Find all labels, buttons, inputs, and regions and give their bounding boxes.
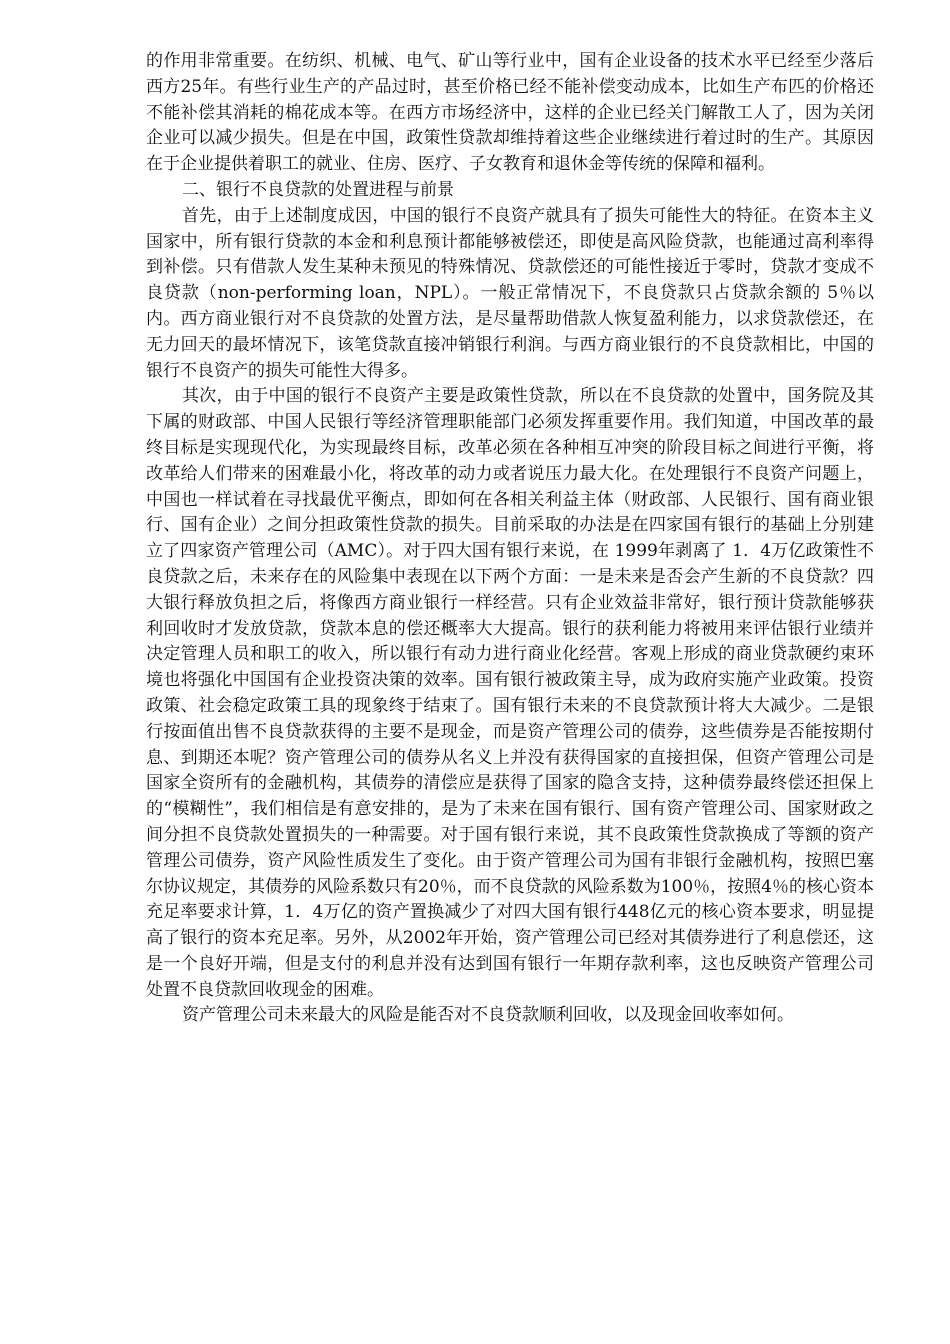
paragraph-first: 首先，由于上述制度成因，中国的银行不良资产就具有了损失可能性大的特征。在资本主义国家中，所有银行贷款的本金和利息预计都能够被偿还，即使是高风险贷款，也能通过高利率得到补偿。只有借款人发生某种未预见的特殊情况、贷款偿还的可能性接近于零时，贷款才变成不良贷款（non-performing loan，NPL）。一般正常情况下，不良贷款只占贷款余额的 5％以内。西方商业银行对不良贷款的处置方法，是尽量帮助借款人恢复盈利能力，以求贷款偿还，在无力回天的最坏情况下，该笔贷款直接冲销银行利润。与西方商业银行的不良贷款相比，中国的银行不良资产的损失可能性大得多。 [146, 205, 874, 381]
paragraph-intro-continuation: 的作用非常重要。在纺织、机械、电气、矿山等行业中，国有企业设备的技术水平已经至少落后西方25年。有些行业生产的产品过时，甚至价格已经不能补偿变动成本，比如生产布匹的价格还不能补偿其消耗的棉花成本等。在西方市场经济中，这样的企业已经关门解散工人了，因为关闭企业可以减少损失。但是在中国，政策性贷款却维持着这些企业继续进行着过时的生产。其原因在于企业提供着职工的就业、住房、医疗、子女教育和退休金等传统的保障和福利。 [146, 51, 874, 175]
paragraph-amc-risk: 资产管理公司未来最大的风险是能否对不良贷款顺利回收，以及现金回收率如何。 [182, 1005, 794, 1026]
section-heading: 二、银行不良贷款的处置进程与前景 [182, 179, 454, 200]
paragraph-second: 其次，由于中国的银行不良资产主要是政策性贷款，所以在不良贷款的处置中，国务院及其下属的财政部、中国人民银行等经济管理职能部门必须发挥重要作用。我们知道，中国改革的最终目标是实现现代化，为实现最终目标，改革必须在各种相互冲突的阶段目标之间进行平衡，将改革给人们带来的困难最小化，将改革的动力或者说压力最大化。在处理银行不良资产问题上，中国也一样试着在寻找最优平衡点，即如何在各相关利益主体（财政部、人民银行、国有商业银行、国有企业）之间分担政策性贷款的损失。目前采取的办法是在四家国有银行的基础上分别建立了四家资产管理公司（AMC）。对于四大国有银行来说，在 1999年剥离了 1．4万亿政策性不良贷款之后，未来存在的风险集中表现在以下两个方面：一是未来是否会产生新的不良贷款？四大银行释放负担之后，将像西方商业银行一样经营。只有企业效益非常好，银行预计贷款能够获利回收时才发放贷款，贷款本息的偿还概率大大提高。银行的获利能力将被用来评估银行业绩并决定管理人员和职工的收入，所以银行有动力进行商业化经营。客观上形成的商业贷款硬约束环境也将强化中国国有企业投资决策的效率。国有银行被政策主导，成为政府实施产业政策。投资政策、社会稳定政策工具的现象终于结束了。国有银行未来的不良贷款预计将大大减少。二是银行按面值出售不良贷款获得的主要不是现金，而是资产管理公司的债券，这些债券是否能按期付息、到期还本呢？资产管理公司的债券从名义上并没有获得国家的直接担保，但资产管理公司是国家全资所有的金融机构，其债券的清偿应是获得了国家的隐含支持，这种债券最终偿还担保上的“模糊性”，我们相信是有意安排的，是为了未来在国有银行、国有资产管理公司、国家财政之间分担不良贷款处置损失的一种需要。对于国有银行来说，其不良政策性贷款换成了等额的资产管理公司债券，资产风险性质发生了变化。由于资产管理公司为国有非银行金融机构，按照巴塞尔协议规定，其债券的风险系数只有20％，而不良贷款的风险系数为100％，按照4％的核心资本充足率要求计算，1．4万亿的资产置换减少了对四大国有银行448亿元的核心资本要求，明显提高了银行的资本充足率。另外，从2002年开始，资产管理公司已经对其债券进行了利息偿还，这是一个良好开端，但是支付的利息并没有达到国有银行一年期存款利率，这也反映资产管理公司处置不良贷款回收现金的困难。 [146, 386, 874, 1000]
document-body [146, 49, 874, 1029]
